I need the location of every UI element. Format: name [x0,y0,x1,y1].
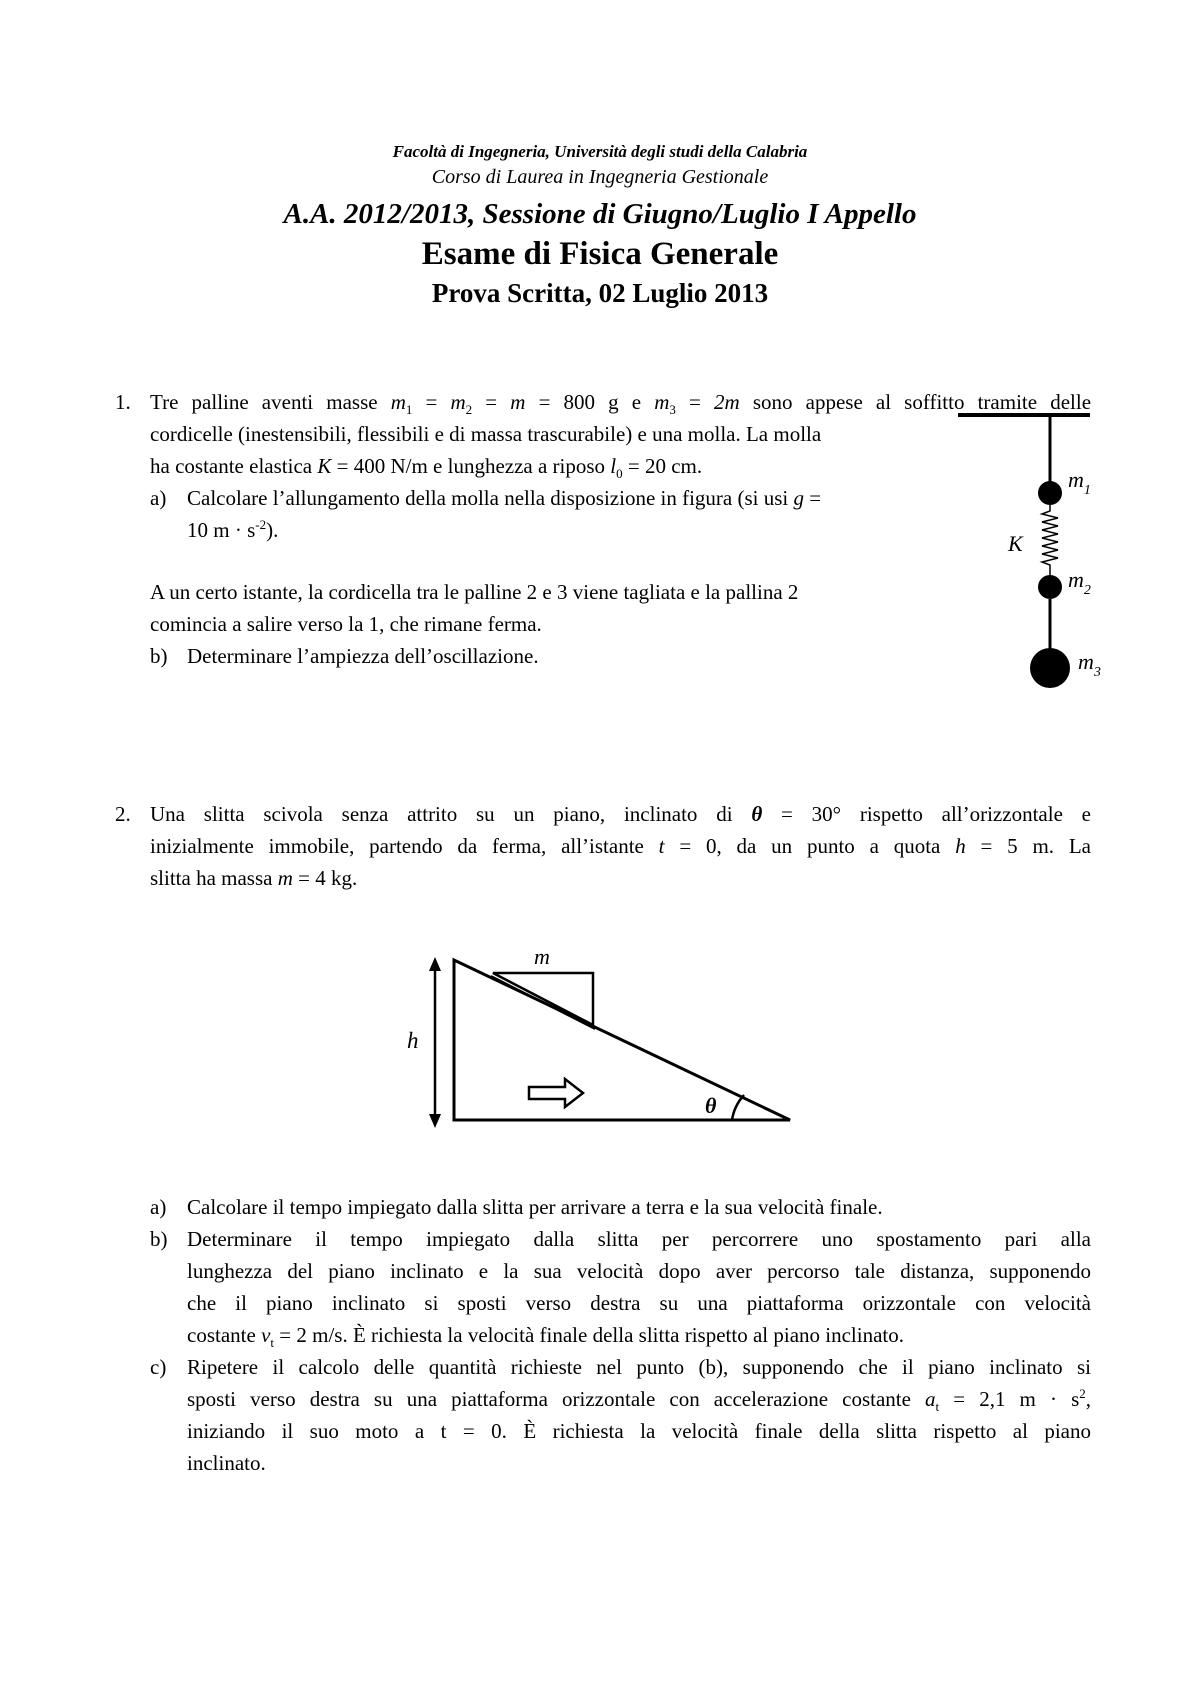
problem1-number: 1. [115,390,131,414]
mass3-label: $m_3$ [1078,649,1101,680]
problem2-number: 2. [115,802,131,826]
problem2-a-label: a) [150,1195,167,1219]
problem2-c-label: c) [150,1355,167,1379]
session-line: A.A. 2012/2013, Sessione di Giugno/Luglio I Appello [283,198,917,230]
angle-label: θ [705,1093,717,1118]
problem2-c-line4: inclinato. [187,1451,266,1475]
problem2-a-text: Calcolare il tempo impiegato dalla slitta per arrivare a terra e la sua velocità finale. [187,1195,883,1219]
problem1-para2-line1: A un certo istante, la cordicella tra le palline 2 e 3 viene tagliata e la pallina 2 [150,580,799,604]
motion-arrow-icon [529,1079,583,1107]
problem1-intro-line1: Tre palline aventi masse $m_1 = m_2 = m = 800$ g e $m_3 = 2m$ sono appese al soffitto tramite delle [150,390,1092,418]
spring-label: K [1008,531,1023,556]
mass1-label: $m_1$ [1068,467,1091,498]
problem2-b-line1: Determinare il tempo impiegato dalla slitta per percorrere uno spostamento pari alla [187,1227,1091,1251]
problem1-b-text: Determinare l’ampiezza dell’oscillazione. [187,644,539,668]
problem2-c-line1: Ripetere il calcolo delle quantità richieste nel punto (b), supponendo che il piano inclinato si [187,1355,1091,1379]
problem2-b-line3: che il piano inclinato si sposti verso destra su una piattaforma orizzontale con velocità [187,1291,1091,1315]
course-line: Corso di Laurea in Ingegneria Gestionale [431,166,769,188]
problem1-intro-line2: cordicelle (inestensibili, flessibili e di massa trascurabile) e una molla. La molla [150,422,822,446]
problem2-line3: slitta ha massa m = 4 kg. [150,866,358,890]
problem1-b-label: b) [150,644,168,668]
exam-title: Esame di Fisica Generale [421,236,779,272]
mass-label: m [534,944,550,969]
sled-base [491,976,595,1029]
angle-arc [732,1095,744,1120]
problem2-line2: inizialmente immobile, partendo da ferma, all’istante t = 0, da un punto a quota h = 5 m. La [150,834,1091,858]
mass2-ball [1038,575,1062,599]
problem1-intro-line3: ha costante elastica K = 400 N/m e lunghezza a riposo $l_0 = 20$ cm. [150,454,703,482]
mass2-label: $m_2$ [1068,567,1091,598]
problem1-a-label: a) [150,486,167,510]
problem2-c-line2: sposti verso destra su una piattaforma orizzontale con accelerazione costante $a_t = 2,1$ $m \cdot s^2$, [187,1386,1092,1415]
problem1-a-line2: 10 $m \cdot s^{-2}$). [187,517,279,542]
problem1-para2-line2: comincia a salire verso la 1, che rimane ferma. [150,612,542,636]
height-label: h [407,1028,419,1053]
mass3-ball [1030,648,1070,688]
mass1-ball [1038,481,1062,505]
spring-coil [1042,505,1058,575]
problem2-b-line4: costante $v_t = 2$ m/s. È richiesta la velocità finale della slitta rispetto al piano inclinato. [187,1323,905,1351]
height-arrow-top [429,957,441,971]
exam-subtitle: Prova Scritta, 02 Luglio 2013 [431,278,769,308]
problem2-b-line2: lunghezza del piano inclinato e la sua velocità dopo aver percorso tale distanza, supponendo [187,1259,1091,1283]
spring-mass-figure [950,405,1100,695]
problem2-b-label: b) [150,1227,168,1251]
faculty-line: Facoltà di Ingegneria, Università degli studi della Calabria [392,142,808,161]
problem2-line1: Una slitta scivola senza attrito su un piano, inclinato di θ = 30° rispetto all’orizzontale e [150,802,1091,826]
sled-block [493,973,593,1025]
incline-triangle [454,960,790,1120]
inclined-plane-figure [395,945,805,1130]
problem1-a-line1: Calcolare l’allungamento della molla nella disposizione in figura (si usi g = [187,486,822,510]
height-arrow-bottom [429,1114,441,1128]
problem2-c-line3: iniziando il suo moto a t = 0. È richiesta la velocità finale della slitta rispetto al piano [187,1419,1091,1443]
